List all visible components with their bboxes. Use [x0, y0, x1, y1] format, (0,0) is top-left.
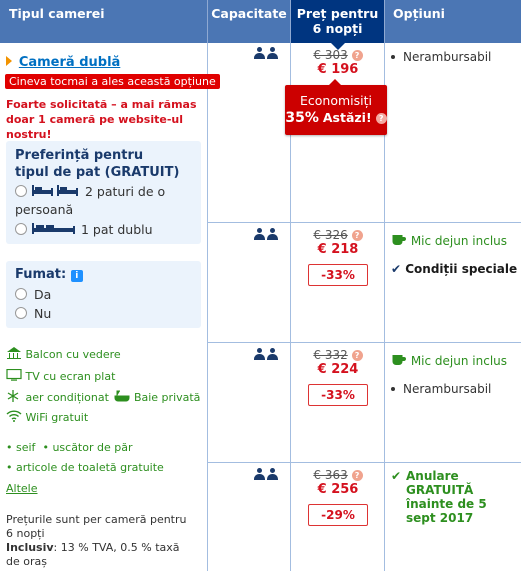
badge-arrow	[329, 79, 341, 85]
help-icon[interactable]: ?	[352, 230, 363, 241]
option-item	[391, 233, 507, 248]
smoking-title-row	[6, 261, 201, 282]
option-nonrefundable: Nerambursabil	[403, 50, 492, 64]
row-divider	[208, 462, 521, 463]
coffee-cup-icon	[391, 353, 407, 366]
snowflake-icon	[6, 390, 22, 402]
help-icon[interactable]: ?	[352, 350, 363, 361]
header-price	[291, 0, 385, 43]
info-icon[interactable]: i	[71, 270, 83, 282]
option-free-cancellation: Anulare GRATUITĂ înainte de 5 sept 2017	[406, 469, 487, 525]
bed-option-twin-label: 2 paturi de o persoană	[15, 184, 166, 217]
check-icon: ✔	[391, 262, 402, 276]
savings-today: Astăzi!	[322, 110, 372, 125]
facility-balcony	[6, 347, 121, 361]
facility-wifi-label: WiFi gratuit	[25, 411, 89, 424]
bed-preference-title: Preferință pentru tipul de pat (GRATUIT)	[15, 148, 180, 180]
bullet-icon	[391, 387, 395, 391]
smoking-box	[6, 261, 201, 328]
option-item	[391, 382, 491, 396]
bed-option-double[interactable]	[15, 222, 153, 237]
help-icon[interactable]: ?	[352, 50, 363, 61]
help-icon[interactable]: ?	[352, 470, 363, 481]
option-breakfast: Mic dejun inclus	[410, 354, 508, 368]
bullet: •	[6, 461, 13, 474]
smoking-no-label: Nu	[33, 306, 52, 321]
smoking-no-radio[interactable]	[15, 307, 27, 319]
price-cell	[291, 348, 385, 406]
smoking-no[interactable]	[15, 306, 51, 321]
original-price: € 326	[313, 228, 348, 242]
option-item	[391, 353, 507, 368]
bed-twin-radio[interactable]	[15, 185, 27, 197]
bed-option-twin[interactable]	[15, 183, 195, 219]
header-options: Opțiuni	[385, 0, 521, 43]
row-divider	[208, 222, 521, 223]
more-facilities-link[interactable]: Altele	[6, 482, 38, 495]
capacity-icon	[254, 468, 280, 483]
facility-bath-label: Baie privată	[133, 391, 201, 404]
extra-toiletries: articole de toaletă gratuite	[16, 461, 164, 474]
extras-row-2	[6, 461, 164, 474]
bullet-icon	[391, 55, 395, 59]
bullet: •	[42, 441, 49, 454]
capacity-icon	[254, 47, 280, 62]
triangle-right-icon	[6, 56, 12, 66]
two-persons-icon	[254, 468, 280, 480]
header-price-line1: Preț pentru	[296, 6, 379, 21]
header-room-type: Tipul camerei	[0, 0, 208, 43]
header-capacity: Capacitate	[208, 0, 291, 43]
balcony-icon	[6, 347, 22, 359]
inclusive-label: Inclusiv	[6, 541, 54, 554]
option-item	[391, 469, 516, 525]
smoking-yes-label: Da	[33, 287, 52, 302]
option-item	[391, 50, 491, 64]
extras-row-1	[6, 441, 132, 454]
bath-icon	[114, 390, 130, 402]
savings-percent: 35%	[285, 110, 319, 126]
original-price: € 363	[313, 468, 348, 482]
bed-preference-box	[6, 141, 201, 244]
option-nonrefundable: Nerambursabil	[403, 382, 492, 396]
price-cell	[291, 228, 385, 286]
facility-tv-label: TV cu ecran plat	[25, 370, 116, 383]
facility-balcony-label: Balcon cu vedere	[25, 348, 121, 361]
scarcity-message: Foarte solicitată – a mai rămas doar 1 cameră pe website-ul nostru!	[6, 98, 197, 141]
discounted-price: € 218	[317, 242, 359, 257]
wifi-icon	[6, 410, 22, 422]
facility-tv	[6, 369, 115, 383]
smoking-yes-radio[interactable]	[15, 288, 27, 300]
option-breakfast: Mic dejun inclus	[410, 234, 508, 248]
two-persons-icon	[254, 47, 280, 59]
price-note-text: Prețurile sunt per cameră pentru 6 nopți	[6, 513, 187, 540]
original-price: € 332	[313, 348, 348, 362]
check-icon: ✔	[391, 469, 402, 483]
discount-badge: -33%	[308, 384, 368, 406]
help-icon[interactable]: ?	[376, 113, 387, 124]
header-price-line2: 6 nopți	[312, 21, 363, 36]
bullet: •	[6, 441, 13, 454]
discounted-price: € 256	[317, 482, 359, 497]
recent-booking-alert: Cineva tocmai a ales această opțiune	[5, 74, 220, 89]
discounted-price: € 196	[317, 62, 359, 77]
inclusive-text: : 13 % TVA, 0.5 % taxă de oraș	[6, 541, 180, 568]
price-cell	[291, 468, 385, 526]
capacity-icon	[254, 228, 280, 243]
price-cell	[291, 48, 385, 77]
discounted-price: € 224	[317, 362, 359, 377]
facility-ac-label: aer condiționat	[25, 391, 109, 404]
option-item	[391, 262, 517, 276]
twin-bed-icon	[31, 183, 81, 195]
facility-wifi	[6, 410, 88, 424]
coffee-cup-icon	[391, 233, 407, 246]
divider	[207, 43, 208, 571]
extra-hairdryer: uscător de păr	[52, 441, 133, 454]
savings-label: Economisiți	[300, 93, 372, 108]
original-price: € 303	[313, 48, 348, 62]
bed-double-radio[interactable]	[15, 223, 27, 235]
extra-safe: seif	[16, 441, 36, 454]
smoking-title: Fumat:	[15, 267, 67, 282]
facility-ac	[6, 390, 200, 404]
tv-icon	[6, 369, 22, 381]
two-persons-icon	[254, 348, 280, 360]
smoking-yes[interactable]	[15, 287, 51, 302]
capacity-icon	[254, 348, 280, 363]
savings-badge	[285, 85, 387, 135]
room-name-link[interactable]: Cameră dublă	[18, 55, 121, 70]
discount-badge: -29%	[308, 504, 368, 526]
option-special-conditions[interactable]: Condiții speciale	[405, 262, 518, 276]
two-persons-icon	[254, 228, 280, 240]
price-note	[6, 513, 196, 569]
discount-badge: -33%	[308, 264, 368, 286]
bed-option-double-label: 1 pat dublu	[80, 222, 153, 237]
room-name-row	[6, 55, 120, 70]
row-divider	[208, 342, 521, 343]
double-bed-icon	[31, 222, 77, 234]
